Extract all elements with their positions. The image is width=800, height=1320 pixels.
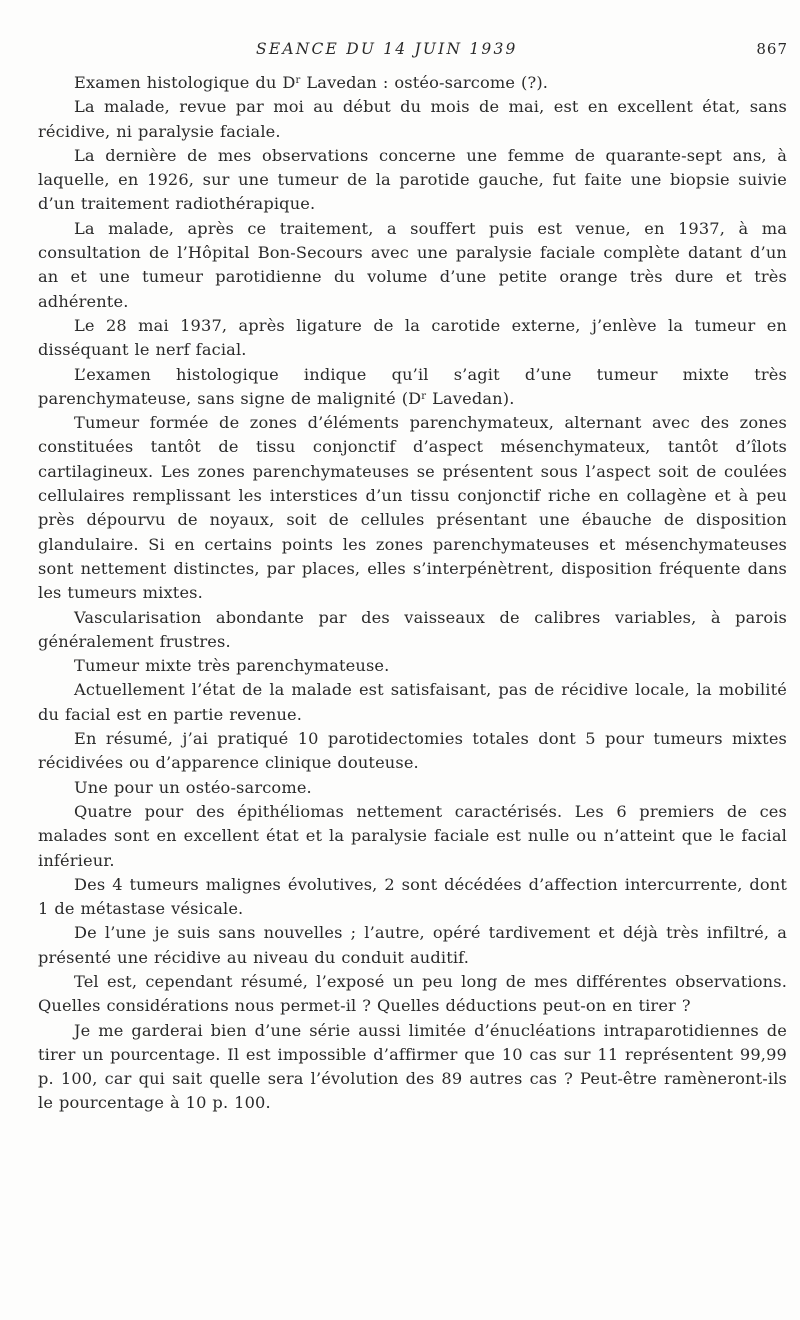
page-number: 867	[756, 40, 788, 58]
paragraph: Quatre pour des épithéliomas nettement caractérisés. Les 6 premiers de ces malades sont en excellent état et la paralysie faciale est nulle ou n’atteint que le facial inférieur.	[38, 801, 787, 870]
paragraph: Je me garderai bien d’une série aussi limitée d’énucléations intraparotidiennes de tirer un pourcentage. Il est impossible d’affirmer que 10 cas sur 11 représentent 99,99 p. 100, car qui sait quelle sera l’évolution des 89 autres cas ? Peut-être ramèneront-ils le pourcentage à 10 p. 100.	[38, 1020, 787, 1113]
paragraph: Une pour un ostéo-sarcome.	[74, 777, 312, 797]
paragraph: De l’une je suis sans nouvelles ; l’autre, opéré tardivement et déjà très infiltré, a présenté une récidive au niveau du conduit auditif.	[38, 923, 787, 967]
paragraph: Actuellement l’état de la malade est satisfaisant, pas de récidive locale, la mobilité du facial est en partie revenue.	[38, 680, 787, 724]
paragraph-text: L’examen histologique indique qu’il s’agit d’une tumeur mixte très parenchymateuse, sans signe de malignité (D	[38, 364, 787, 408]
paragraph: Vascularisation abondante par des vaisseaux de calibres variables, à parois généralement frustres.	[38, 607, 787, 651]
running-header	[38, 40, 788, 66]
paragraph: La malade, revue par moi au début du mois de mai, est en excellent état, sans récidive, ni paralysie faciale.	[38, 97, 787, 141]
superscript: r	[295, 75, 301, 86]
paragraph: Tumeur mixte très parenchymateuse.	[74, 656, 390, 676]
paragraph-text: Lavedan).	[426, 388, 515, 408]
paragraph: Tumeur formée de zones d’éléments parenchymateux, alternant avec des zones constituées tantôt de tissu conjonctif d’aspect mésenchymateux, tantôt d’îlots cartilagineux. Les zones parenchymateuses se présentent sous l’aspect soit de coulées cellulaires remplissant les interstices d’un tissu conjonctif riche en collagène et à peu près dépourvu de noyaux, soit de cellules présentant une ébauche de disposition glandulaire. Si en certains points les zones parenchymateuses et mésenchymateuses sont nettement distinctes, par places, elles s’interpénètrent, disposition fréquente dans les tumeurs mixtes.	[38, 413, 787, 603]
paragraph	[38, 363, 787, 412]
paragraph: Des 4 tumeurs malignes évolutives, 2 sont décédées d’affection intercurrente, dont 1 de métastase vésicale.	[38, 874, 787, 919]
paragraph: La malade, après ce traitement, a souffert puis est venue, en 1937, à ma consultation de l’Hôpital Bon-Secours avec une paralysie faciale complète datant d’un an et une tumeur parotidienne du volume d’une petite orange très dure et très adhérente.	[38, 218, 787, 311]
header-title: SEANCE DU 14 JUIN 1939	[256, 40, 518, 58]
superscript: r	[421, 390, 427, 402]
paragraph: La dernière de mes observations concerne une femme de quarante-sept ans, à laquelle, en 1926, sur une tumeur de la parotide gauche, fut faite une biopsie suivie d’un traitement radiothérapique.	[38, 145, 787, 214]
paragraph: En résumé, j’ai pratiqué 10 parotidectomies totales dont 5 pour tumeurs mixtes récidivées ou d’apparence clinique douteuse.	[38, 729, 787, 773]
paragraph-text: Examen histologique du D	[74, 73, 296, 92]
paragraph: Tel est, cependant résumé, l’exposé un peu long de mes différentes observations. Quelles considérations nous permet-il ? Quelles déductions peut-on en tirer ?	[38, 971, 787, 1016]
paragraph	[38, 71, 787, 95]
paragraph: Le 28 mai 1937, après ligature de la carotide externe, j’enlève la tumeur en disséquant le nerf facial.	[38, 315, 787, 360]
body-text	[38, 71, 787, 1116]
paragraph-text: Lavedan : ostéo-sarcome (?).	[300, 73, 549, 92]
